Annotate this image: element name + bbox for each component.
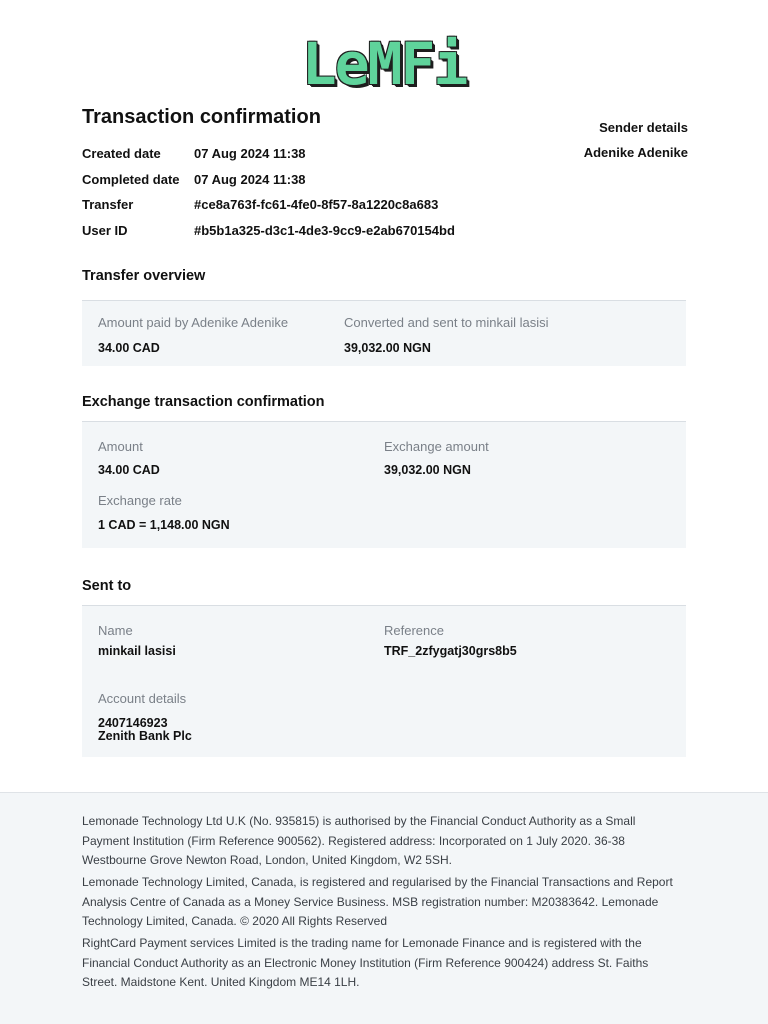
sender-details	[584, 120, 688, 160]
overview-box	[82, 300, 686, 366]
exchange-amount-value: 39,032.00 NGN	[384, 463, 471, 477]
paid-value: 34.00 CAD	[98, 341, 160, 355]
amount-value: 34.00 CAD	[98, 463, 160, 477]
meta-row-user-id	[82, 223, 455, 249]
page-title: Transaction confirmation	[82, 106, 321, 128]
meta-row-transfer	[82, 197, 455, 223]
transaction-meta	[82, 146, 455, 248]
sender-name: Adenike Adenike	[583, 145, 688, 160]
reference-label: Reference	[384, 623, 444, 638]
sender-heading: Sender details	[599, 120, 688, 135]
sent-to-box	[82, 605, 686, 757]
footer-legal-uk: Lemonade Technology Ltd U.K (No. 935815) is authorised by the Financial Conduct Authority as a Small Payment Institution (Firm Reference 900562). Registered address: Incorporated on 1 July 2020. 36-38 Westbourne Grove Newton Road, London, United Kingdom, W2 5SH.	[82, 814, 636, 867]
footer-legal-canada: Lemonade Technology Limited, Canada, is registered and regularised by the Financial Transactions and Report Analysis Centre of Canada as a Money Service Business. MSB registration number: M20383642. Lemonade Technology Limited, Canada. © 2020 All Rights Reserved	[82, 875, 673, 928]
exchange-amount-label: Exchange amount	[384, 439, 489, 454]
lemfi-logo: LeMFi	[301, 30, 467, 98]
sent-label: Converted and sent to minkail lasisi	[344, 315, 549, 330]
bank-name: Zenith Bank Plc	[98, 729, 192, 743]
meta-value: 07 Aug 2024 11:38	[194, 146, 306, 161]
meta-row-completed	[82, 172, 455, 198]
meta-label: User ID	[82, 222, 128, 238]
meta-value: #ce8a763f-fc61-4fe0-8f57-8a1220c8a683	[194, 197, 439, 212]
exchange-box	[82, 421, 686, 548]
meta-value: 07 Aug 2024 11:38	[194, 171, 306, 187]
section-title-sent-to: Sent to	[82, 578, 132, 594]
footer-legal-rightcard: RightCard Payment services Limited is the trading name for Lemonade Finance and is registered with the Financial Conduct Authority as an Electronic Money Institution (Firm Reference 900424) address St. Faiths Street. Maidstone Kent. United Kingdom ME14 1LH.	[82, 936, 649, 989]
name-label: Name	[98, 623, 133, 638]
meta-label: Transfer	[82, 197, 134, 212]
footer	[0, 792, 768, 1024]
meta-value: #b5b1a325-d3c1-4de3-9cc9-e2ab670154bd	[194, 222, 455, 238]
reference-value: TRF_2zfygatj30grs8b5	[384, 644, 517, 658]
sent-value: 39,032.00 NGN	[344, 341, 431, 355]
section-title-overview: Transfer overview	[82, 268, 206, 284]
meta-row-created	[82, 146, 455, 172]
account-label: Account details	[98, 691, 187, 706]
rate-value: 1 CAD = 1,148.00 NGN	[98, 518, 230, 532]
paid-label: Amount paid by Adenike Adenike	[98, 315, 289, 330]
section-title-exchange: Exchange transaction confirmation	[82, 394, 325, 410]
account-number: 2407146923	[98, 716, 168, 730]
meta-label: Created date	[82, 146, 161, 161]
rate-label: Exchange rate	[98, 493, 182, 508]
meta-label: Completed date	[82, 171, 180, 187]
name-value: minkail lasisi	[98, 644, 176, 658]
amount-label: Amount	[98, 439, 143, 454]
logo-container	[0, 30, 768, 98]
